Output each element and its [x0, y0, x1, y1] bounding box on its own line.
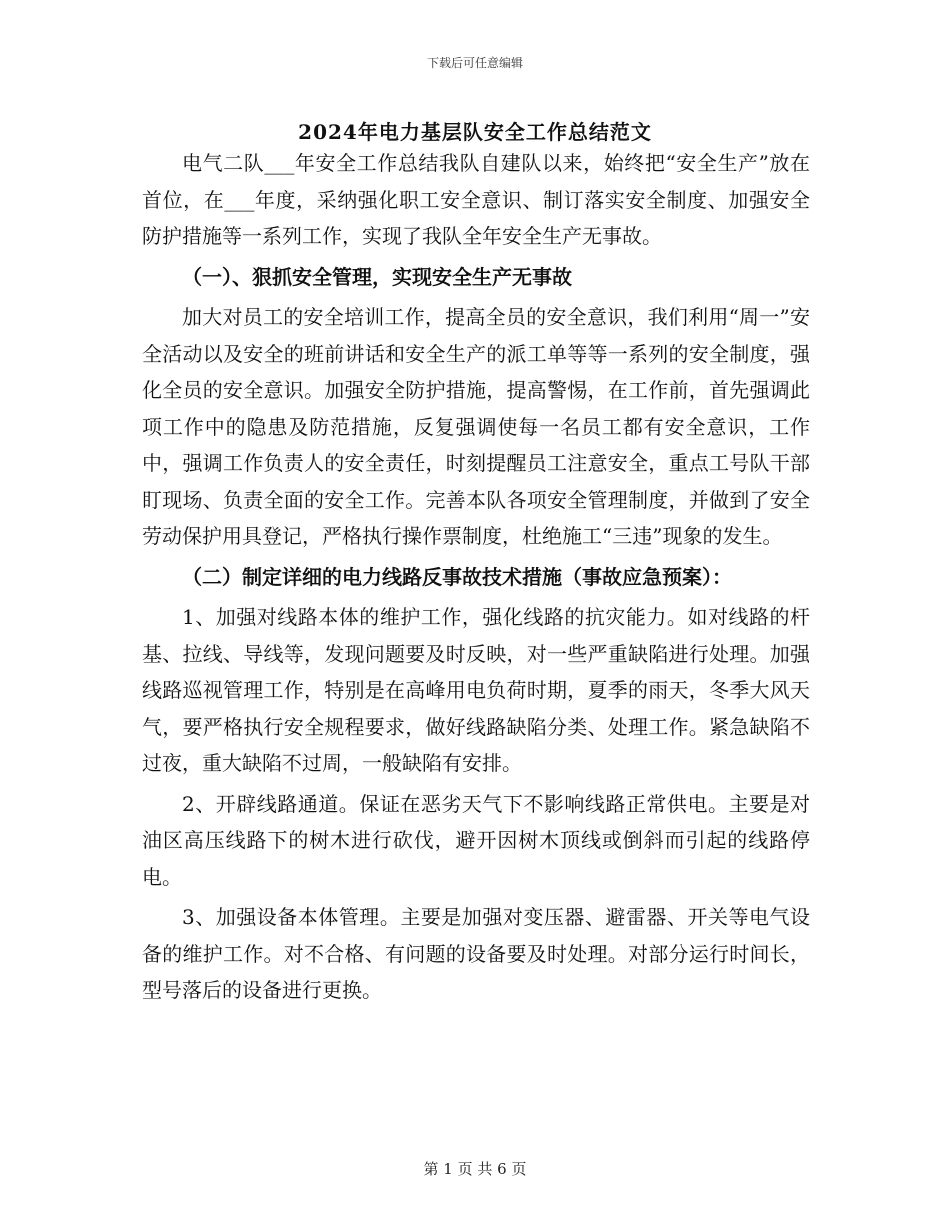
document-title: 2024年电力基层队安全工作总结范文: [298, 120, 652, 144]
section2-heading: （二）制定详细的电力线路反事故技术措施（事故应急预案）：: [182, 564, 732, 589]
section1-paragraph: 加大对员工的安全培训工作，提高全员的安全意识，我们利用“周一”安全活动以及安全的班前讲话和安全生产的派工单等等一系列的安全制度，强化全员的安全意识。加强安全防护措施，提高警惕，在工作前，首先强调此项工作中的隐患及防范措施，反复强调使每一名员工都有安全意识，工作中，强调工作负责人的安全责任，时刻提醒员工注意安全，重点工号队干部盯现场、负责全面的安全工作。完善本队各项安全管理制度，并做到了安全劳动保护用具登记，严格执行操作票制度，杜绝施工“三违”现象的发生。: [142, 305, 810, 548]
section1-heading: （一）、狠抓安全管理，实现安全生产无事故: [182, 264, 572, 289]
section2-item-2: 2、开辟线路通道。保证在恶劣天气下不影响线路正常供电。主要是对油区高压线路下的树木进行砍伐，避开因树木顶线或倒斜而引起的线路停电。: [142, 791, 810, 889]
document-body: [142, 145, 810, 1009]
page-number: 第 1 页 共 6 页: [423, 1160, 527, 1178]
section2-item-1: 1、加强对线路本体的维护工作，强化线路的抗灾能力。如对线路的杆基、拉线、导线等，发现问题要及时反映，对一些严重缺陷进行处理。加强线路巡视管理工作，特别是在高峰用电负荷时期，夏季的雨天，冬季大风天气，要严格执行安全规程要求，做好线路缺陷分类、处理工作。紧急缺陷不过夜，重大缺陷不过周，一般缺陷有安排。: [142, 605, 810, 775]
section2-item-3: 3、加强设备本体管理。主要是加强对变压器、避雷器、开关等电气设备的维护工作。对不合格、有问题的设备要及时处理。对部分运行时间长，型号落后的设备进行更换。: [142, 905, 810, 1002]
intro-paragraph: 电气二队___年安全工作总结我队自建队以来，始终把“安全生产”放在首位，在___年度，采纳强化职工安全意识、制订落实安全制度、加强安全防护措施等一系列工作，实现了我队全年安全生产无事故。: [142, 151, 810, 248]
header-note: 下载后可任意编辑: [426, 56, 523, 70]
